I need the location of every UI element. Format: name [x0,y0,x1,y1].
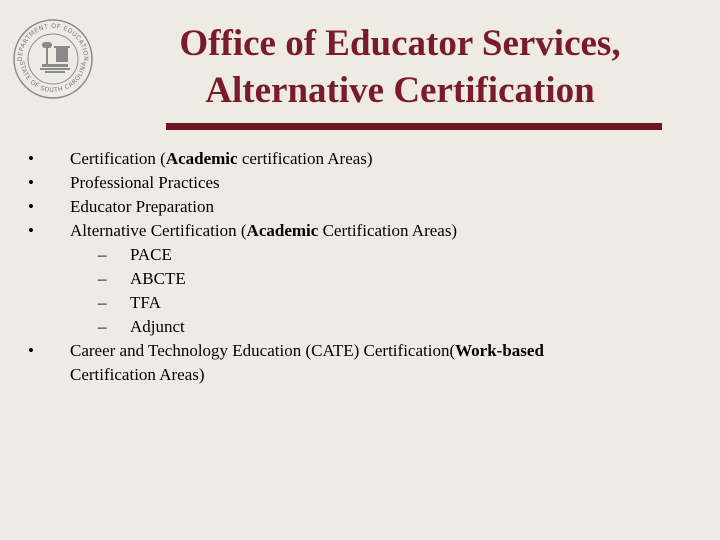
sub-list-item-text: Adjunct [130,317,185,336]
list-item-text: Certification Areas) [70,365,205,384]
sub-list-item-text: ABCTE [130,269,186,288]
list-item-text: Certification (Academic certification Areas) [70,149,373,168]
bullet-icon: • [28,197,34,216]
seal-bottom-text: STATE OF SOUTH CAROLINA [18,60,88,95]
seal-top-text: DEPARTMENT OF EDUCATION [16,22,90,62]
title-divider [166,123,662,130]
list-item [28,339,688,363]
list-item-text: Educator Preparation [70,197,214,216]
title-line-1: Office of Educator Services, [179,23,621,64]
bullet-icon: • [28,149,34,168]
list-item-continuation [28,363,688,387]
dash-icon: – [98,269,107,288]
sub-list-item [28,291,688,315]
bullet-icon: • [28,173,34,192]
sub-list-item [28,243,688,267]
bullet-icon: • [28,341,34,360]
dash-icon: – [98,245,107,264]
sub-list-item [28,267,688,291]
sub-list-item-text: TFA [130,293,161,312]
bullet-list [28,147,688,387]
title-line-2: Alternative Certification [205,70,595,111]
dash-icon: – [98,317,107,336]
dash-icon: – [98,293,107,312]
sub-list-item-text: PACE [130,245,172,264]
sub-list-item [28,315,688,339]
page-title [120,20,680,114]
list-item [28,195,688,219]
bullet-icon: • [28,221,34,240]
list-item [28,219,688,243]
list-item-text: Professional Practices [70,173,220,192]
list-item [28,147,688,171]
list-item-text: Career and Technology Education (CATE) Certification(Work-based [70,341,544,360]
state-education-seal-icon [12,18,94,100]
list-item-text: Alternative Certification (Academic Certification Areas) [70,221,458,240]
list-item [28,171,688,195]
